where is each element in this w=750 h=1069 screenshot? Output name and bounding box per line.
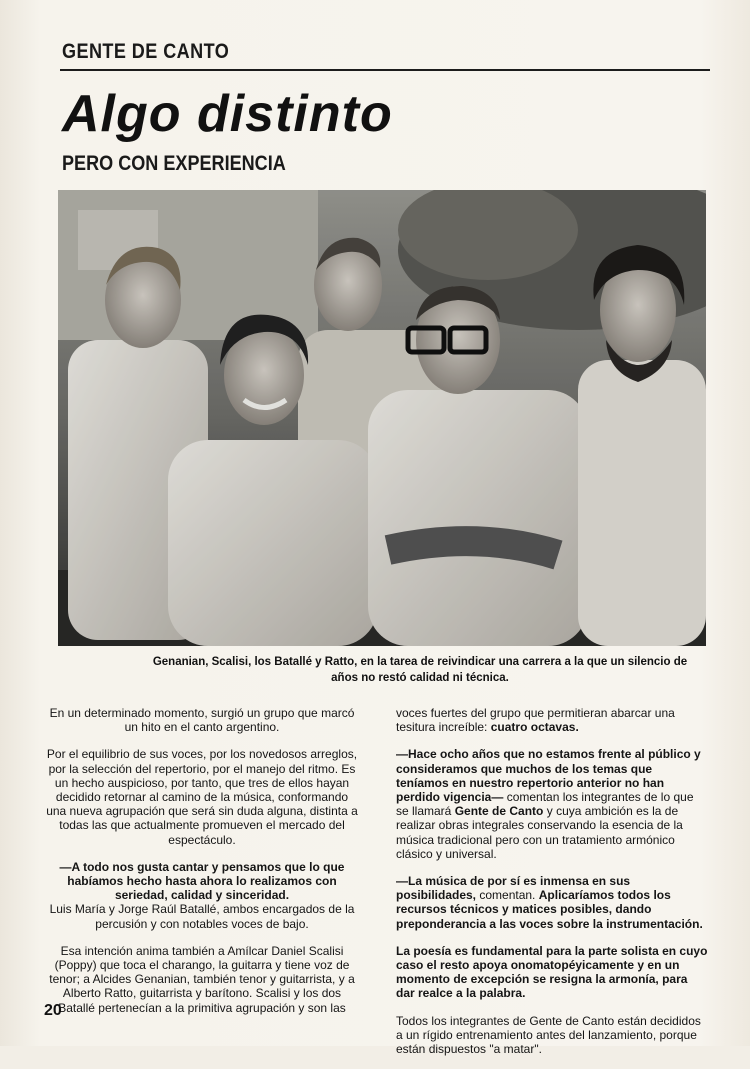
right-p1-text: voces fuertes del grupo que permitieran abarcar una tesitura increíble: <box>396 706 675 735</box>
page-number: 20 <box>44 1002 62 1019</box>
right-p3-quote-a: —La música de por sí es inmensa en sus posibilidades, <box>396 874 631 903</box>
right-p4-quote: La poesía es fundamental para la parte solista en cuyo caso el resto apoya onomatopéyicamente y en un momento de excepción se resigna la armonía, para dar realce a la palabra. <box>396 943 708 1001</box>
subtitle: PERO CON EXPERIENCIA <box>62 152 286 175</box>
section-label: GENTE DE CANTO <box>62 40 230 63</box>
right-p2-group-name: Gente de Canto <box>454 804 544 819</box>
right-p1-bold: cuatro octavas. <box>490 720 579 735</box>
group-photo <box>58 190 706 646</box>
right-p2-quote: —Hace ocho años que no estamos frente al público y consideramos que muchos de los temas que teníamos en nuestro repertorio anterior no han perdido vigencia— <box>396 747 701 805</box>
group-photo-image <box>58 190 706 646</box>
right-paragraph-1 <box>396 706 708 734</box>
headline: Algo distinto <box>62 85 393 143</box>
left-paragraph-5: Esa intención anima también a Amílcar Daniel Scalisi (Poppy) que toca el charango, la guitarra y tiene voz de tenor; a Alcides Genanian, también tenor y guitarrista, y a Alberto Ratto, guitarrista y barítono. Scalisi y los dos Batallé pertenecían a la primitiva agrupación y son las <box>49 943 355 1015</box>
right-p2-text-b: y cuya ambición es la de realizar obras integrales conservando la esencia de la música tradicional pero con un tratamiento armónico clásico y universal. <box>396 804 683 861</box>
left-paragraph-3 <box>46 860 358 903</box>
right-paragraph-3 <box>396 874 708 931</box>
article-column-right <box>396 706 708 1069</box>
right-paragraph-4 <box>396 944 708 1001</box>
right-p3-text: comentan. <box>479 888 536 903</box>
header-rule <box>60 69 710 71</box>
left-paragraph-4: Luis María y Jorge Raúl Batallé, ambos encargados de la percusión y con notables voces de bajo. <box>49 902 355 931</box>
right-p2-text-a: comentan los integrantes de lo que se llamará <box>396 790 694 819</box>
right-paragraph-2 <box>396 747 708 861</box>
left-paragraph-1: En un determinado momento, surgió un grupo que marcó un hito en el canto argentino. <box>49 706 355 735</box>
left-paragraph-2: Por el equilibrio de sus voces, por los novedosos arreglos, por la selección del repertorio, por el manejo del ritmo. Es un hecho auspicioso, por tanto, que tres de ellos hayan decidido retornar al camino de la música, conformando una nueva agrupación que será sin duda alguna, distinta a todas las que actualmente promueven el mercado del espectáculo. <box>46 747 358 847</box>
photo-caption: Genanian, Scalisi, los Batallé y Ratto, en la tarea de reivindicar una carrera a la que un silencio de años no restó calidad ni técnica. <box>152 656 688 684</box>
right-paragraph-5: Todos los integrantes de Gente de Canto están decididos a un rígido entrenamiento antes del lanzamiento, porque están dispuestos "a matar". <box>396 1013 701 1057</box>
right-p3-quote-b: Aplicaríamos todos los recursos técnicos y matices posibles, dando preponderancia a las voces sobre la instrumentación. <box>396 888 703 931</box>
article-column-left <box>46 706 358 1028</box>
left-quote: —A todo nos gusta cantar y pensamos que lo que habíamos hecho hasta ahora lo realizamos con seriedad, calidad y sinceridad. <box>59 859 345 903</box>
